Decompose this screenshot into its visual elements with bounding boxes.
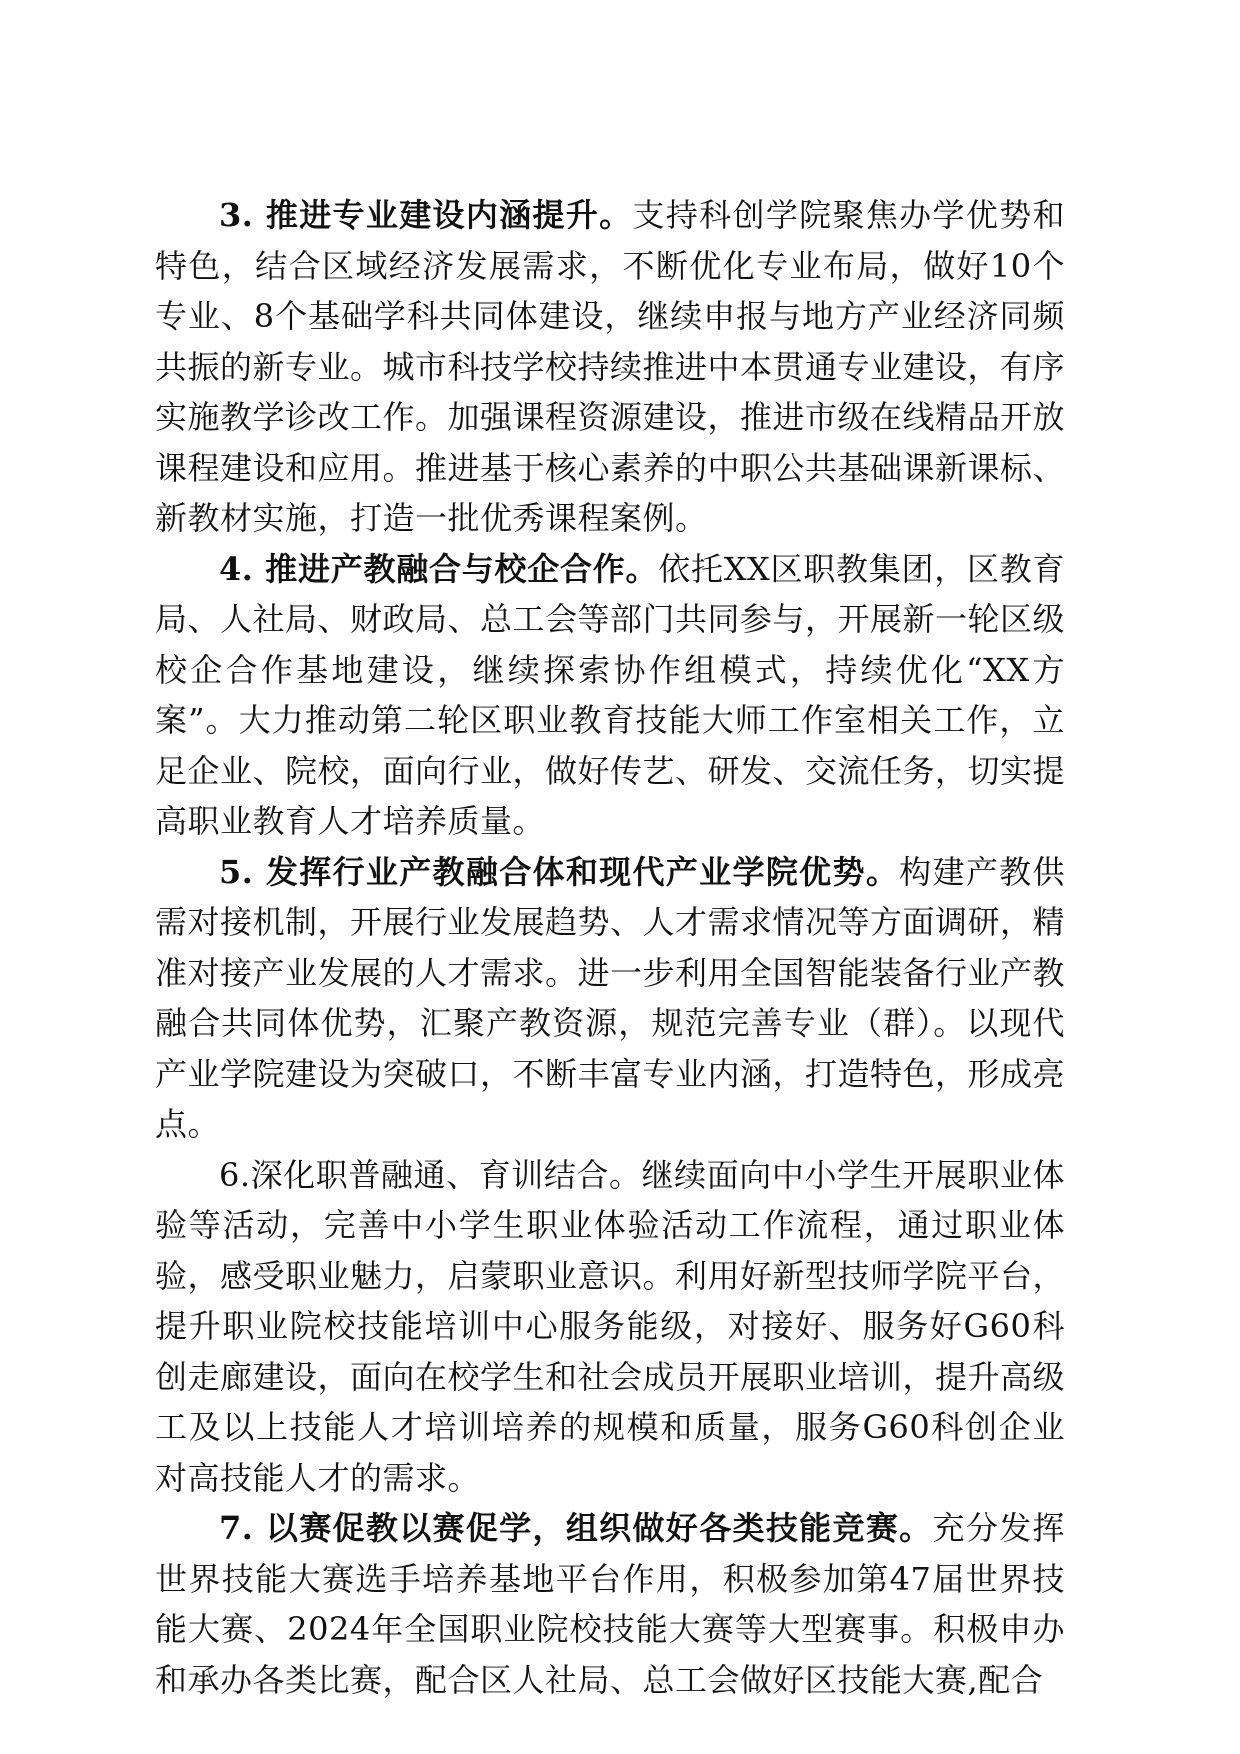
paragraph-7-text: 充分发挥世界技能大赛选手培养基地平台作用，积极参加第47届世界技能大赛、2024年全国职业院校技能大赛等大型赛事。积极申办和承办各类比赛，配合区人社局、总工会做好区技能大赛,配合	[155, 1509, 1065, 1699]
paragraph-5	[155, 847, 1065, 1150]
paragraph-3-heading: 3. 推进专业建设内涵提升。	[219, 196, 633, 234]
paragraph-5-text: 构建产教供需对接机制，开展行业发展趋势、人才需求情况等方面调研，精准对接产业发展的人才需求。进一步利用全国智能装备行业产教融合共同体优势，汇聚产教资源，规范完善专业（群）。以现代产业学院建设为突破口，不断丰富专业内涵，打造特色，形成亮点。	[155, 852, 1066, 1143]
paragraph-4	[155, 544, 1065, 847]
paragraph-6	[155, 1150, 1065, 1504]
paragraph-7	[155, 1503, 1065, 1705]
paragraph-3-text: 支持科创学院聚焦办学优势和特色，结合区域经济发展需求，不断优化专业布局，做好10个专业、8个基础学科共同体建设，继续申报与地方产业经济同频共振的新专业。城市科技学校持续推进中本贯通专业建设，有序实施教学诊改工作。加强课程资源建设，推进市级在线精品开放课程建设和应用。推进基于核心素养的中职公共基础课新课标、新教材实施，打造一批优秀课程案例。	[155, 196, 1066, 537]
paragraph-4-heading: 4. 推进产教融合与校企合作。	[219, 549, 659, 588]
paragraph-4-text: 依托XX区职教集团，区教育局、人社局、财政局、总工会等部门共同参与，开展新一轮区级校企合作基地建设，继续探索协作组模式，持续优化“XX方案”。大力推动第二轮区职业教育技能大师工作室相关工作，立足企业、院校，面向行业，做好传艺、研发、交流任务，切实提高职业教育人才培养质量。	[155, 549, 1066, 840]
paragraph-3	[155, 190, 1065, 544]
document-body	[155, 190, 1065, 1705]
paragraph-6-text: 6.深化职普融通、育训结合。继续面向中小学生开展职业体验等活动，完善中小学生职业体验活动工作流程，通过职业体验，感受职业魅力，启蒙职业意识。利用好新型技师学院平台，提升职业院校技能培训中心服务能级，对接好、服务好G60科创走廊建设，面向在校学生和社会成员开展职业培训，提升高级工及以上技能人才培训培养的规模和质量，服务G60科创企业对高技能人才的需求。	[155, 1155, 1066, 1497]
paragraph-7-heading: 7. 以赛促教以赛促学，组织做好各类技能竞赛。	[219, 1509, 933, 1547]
paragraph-5-heading: 5. 发挥行业产教融合体和现代产业学院优势。	[219, 852, 900, 891]
